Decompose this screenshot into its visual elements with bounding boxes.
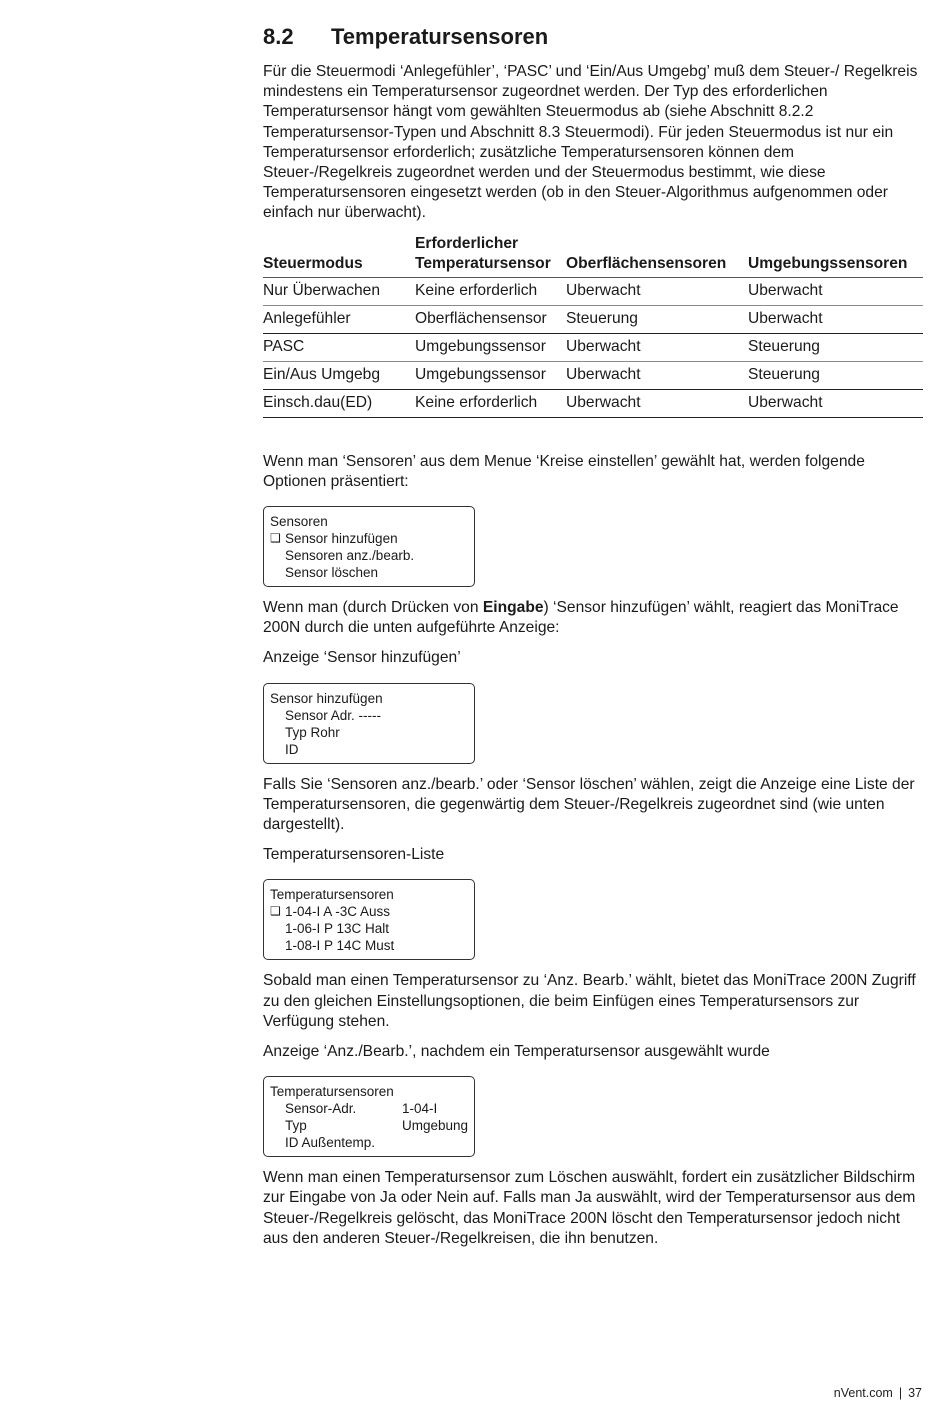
lcd-sensoren-menu (263, 506, 475, 587)
cell-surface: Uberwacht (566, 333, 748, 361)
lcd-field-value: Umgebung (402, 1118, 469, 1134)
lcd-field (270, 741, 468, 758)
sensoren-paragraph: Wenn man ‘Sensoren’ aus dem Menue ‘Kreise einstellen’ gewählt hat, werden folgende Optionen präsentiert: (263, 452, 865, 490)
cell-mode: Ein/Aus Umgebg (263, 361, 415, 389)
footer-separator: | (898, 1386, 903, 1400)
footer-site: nVent.com (833, 1386, 893, 1400)
cell-ambient: Uberwacht (748, 277, 923, 305)
lcd-item-label: ID (285, 741, 299, 757)
cell-ambient: Steuerung (748, 361, 923, 389)
checkbox-icon: ❑ (270, 531, 281, 546)
lcd-field-label: Sensor-Adr. (285, 1101, 357, 1117)
add-text-pre: Wenn man (durch Drücken von (263, 599, 483, 617)
lcd-item-label: Sensor hinzufügen (285, 531, 398, 547)
table-row (263, 305, 923, 333)
cell-mode: Anlegefühler (263, 305, 415, 333)
cell-required: Keine erforderlich (415, 277, 566, 305)
caption-add-sensor: Anzeige ‘Sensor hinzufügen’ (263, 649, 461, 667)
cell-surface: Uberwacht (566, 361, 748, 389)
cell-surface: Steuerung (566, 305, 748, 333)
cell-ambient: Uberwacht (748, 389, 923, 417)
lcd-title: Temperatursensoren (270, 1084, 394, 1100)
cell-required: Oberflächensensor (415, 305, 566, 333)
lcd-item-label: 1-06-I P 13C Halt (285, 921, 390, 937)
lcd-list-item (270, 903, 468, 920)
cell-required: Umgebungssensor (415, 333, 566, 361)
header-steuermodus: Steuermodus (263, 234, 415, 278)
page-footer (834, 1386, 922, 1400)
caption-sensor-list: Temperatursensoren-Liste (263, 846, 445, 864)
page-number: 37 (908, 1386, 922, 1400)
lcd-field-label: ID Außentemp. (285, 1135, 376, 1151)
lcd-menu-item (270, 547, 468, 564)
lcd-sensor-hinzufuegen (263, 683, 475, 764)
lcd-list-item (270, 920, 468, 937)
table-row (263, 333, 923, 361)
table-row (263, 389, 923, 417)
caption-edit: Anzeige ‘Anz./Bearb.’, nachdem ein Temperatursensor ausgewählt wurde (263, 1043, 770, 1061)
lcd-item-label: Sensoren anz./bearb. (285, 548, 415, 564)
header-erforderlicher-sensor (415, 234, 566, 278)
lcd-item-label: Sensor Adr. ----- (285, 707, 382, 723)
lcd-menu-item (270, 564, 468, 581)
list-paragraph: Falls Sie ‘Sensoren anz./bearb.’ oder ‘Sensor löschen’ wählen, zeigt die Anzeige eine Liste der Temperatursensoren, die gegenwärtig dem Steuer-/Regelkreis zugeordnet sind (wie unten dargestellt). (263, 775, 915, 834)
page-content (263, 22, 923, 1259)
edit-paragraph: Sobald man einen Temperatursensor zu ‘Anz. Bearb.’ wählt, bietet das MoniTrace 200N Zugriff zu den gleichen Einstellungsoptionen, die beim Einfügen eines Temperatursensors zur Verfügung stehen. (263, 972, 916, 1030)
lcd-list-item (270, 937, 468, 954)
cell-surface: Uberwacht (566, 389, 748, 417)
lcd-menu-item (270, 530, 468, 547)
lcd-field-value (402, 1134, 468, 1151)
header-oberflaechensensoren: Oberflächensensoren (566, 234, 748, 278)
lcd-title: Temperatursensoren (270, 887, 394, 903)
cell-surface: Uberwacht (566, 277, 748, 305)
lcd-sensor-list (263, 879, 475, 960)
lcd-field (270, 724, 468, 741)
lcd-item-label: 1-08-I P 14C Must (285, 938, 395, 954)
lcd-field (270, 1100, 468, 1117)
lcd-field (270, 707, 468, 724)
add-text-post: ) ‘Sensor hinzufügen’ wählt, reagiert das MoniTrace 200N durch die unten aufgeführte Anzeige: (263, 599, 899, 637)
delete-paragraph: Wenn man einen Temperatursensor zum Löschen auswählt, fordert ein zusätzlicher Bildschirm zur Eingabe von Ja oder Nein auf. Falls man Ja auswählt, wird der Temperatursensor aus dem Steuer-/Regelkreis gelöscht, das MoniTrace 200N löscht den Temperatursensor jedoch nicht aus den anderen Steuer-/Regelkreisen, die ihn benutzen. (263, 1169, 916, 1247)
lcd-item-label: 1-04-I A -3C Auss (285, 904, 391, 920)
cell-mode: Einsch.dau(ED) (263, 389, 415, 417)
table-header-row (263, 234, 923, 278)
cell-required: Keine erforderlich (415, 389, 566, 417)
add-sensor-paragraph (263, 598, 923, 638)
intro-paragraph: Für die Steuermodi ‘Anlegefühler’, ‘PASC’ und ‘Ein/Aus Umgebg’ muß dem Steuer-/ Regelkreis mindestens ein Temperatursensor zugeordnet werden. Der Typ des erforderlichen Temperatursensor hängt vom gewählten Steuermodus ab (siehe Abschnitt 8.2.2 Temperatursensor-Typen und Abschnitt 8.3 Steuermodi). Für jeden Steuermodus ist nur ein Temperatursensor erforderlich; zusätzliche Temperatursensoren können dem Steuer-/Regelkreis zugeordnet werden und der Steuermodus bestimmt, wie diese Temperatursensoren eingesetzt werden (ob in den Steuer-Algorithmus aufgenommen oder einfach nur überwacht). (263, 63, 918, 222)
lcd-item-label: Typ Rohr (285, 724, 340, 740)
section-heading (263, 22, 923, 52)
section-title: Temperatursensoren (331, 24, 549, 49)
header-umgebungssensoren: Umgebungssensoren (748, 234, 923, 278)
cell-ambient: Steuerung (748, 333, 923, 361)
lcd-item-label: Sensor löschen (285, 565, 379, 581)
cell-ambient: Uberwacht (748, 305, 923, 333)
header-erforderlicher-sensor-text: Erforderlicher Temperatursensor (415, 234, 551, 272)
lcd-field-label: Typ (285, 1118, 307, 1134)
section-number: 8.2 (263, 24, 294, 49)
lcd-title: Sensor hinzufügen (270, 690, 383, 706)
lcd-field (270, 1117, 468, 1134)
table-row (263, 361, 923, 389)
checkbox-icon: ❑ (270, 904, 281, 919)
lcd-field-value: 1-04-I (402, 1101, 438, 1117)
cell-required: Umgebungssensor (415, 361, 566, 389)
cell-mode: PASC (263, 333, 415, 361)
cell-mode: Nur Überwachen (263, 277, 415, 305)
table-row (263, 277, 923, 305)
control-mode-table (263, 234, 923, 418)
eingabe-key: Eingabe (482, 599, 544, 617)
lcd-title: Sensoren (270, 514, 328, 530)
lcd-field (270, 1134, 468, 1151)
lcd-sensor-edit (263, 1076, 475, 1157)
